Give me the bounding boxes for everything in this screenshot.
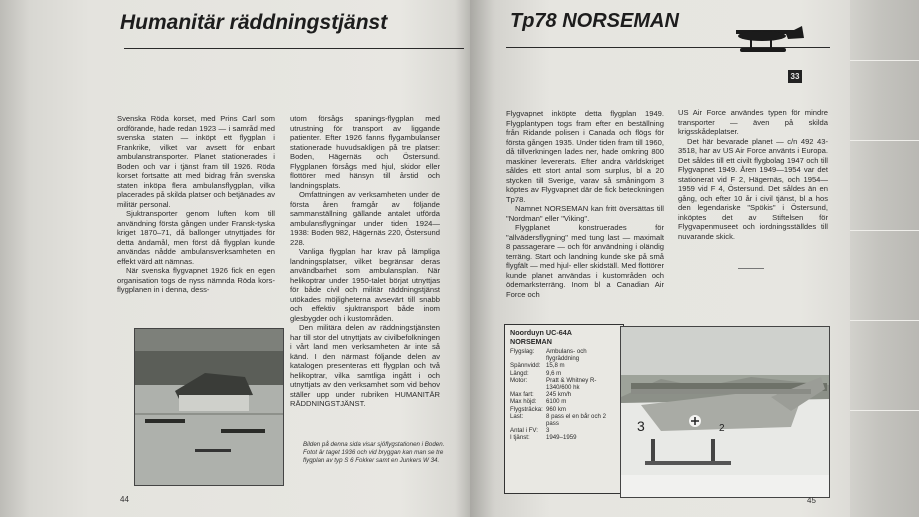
right-col2 bbox=[678, 108, 828, 241]
right-page bbox=[470, 0, 850, 517]
spec-title-type: Noorduyn UC-64A bbox=[510, 328, 572, 337]
paragraph: Det här bevarade planet — c/n 492 43-3518, har av US Air Force använts i Europa. Det såldes till ett civilt flygbolag 1947 och till Flygvapnet 1949. Åren 1949—1954 var det stationerat vid F 2, Hägernäs, och 1954—1959 vid F 4, Östersund. Det såldes än en gång, och efter 10 år i civil tjänst, bl a hos den legendariske "Spökis" i Östersund, inköptes det av Stiftelsen för Flygvapenmuseet och iordningsställdes till nuvarande skick. bbox=[678, 136, 828, 241]
left-page-number: 44 bbox=[120, 495, 129, 504]
seaplane-station-image bbox=[135, 329, 283, 485]
paragraph: Svenska Röda korset, med Prins Carl som ordförande, hade redan 1923 — i samråd med svenska staten — inköpt ett flygplan i Frankrike, vilket var avsett för enbart ambulanstransporter. Planet stationerades i Boden och var i tjänst fram till 1926. Röda korset fortsatte att med bidrag från svenska staten inköpa flera ambulansflygplan, vilka placerades på skilda platser och betjänades av militär personal. bbox=[117, 114, 275, 209]
aircraft-silhouette-icon bbox=[732, 18, 806, 56]
right-page-title: Tp78 NORSEMAN bbox=[510, 10, 679, 32]
paragraph: Flygvapnet inköpte detta flygplan 1949. Flygplantypen togs fram efter en beställning från Ridande polisen i Canada och flögs för första gången 1935. Under tiden fram till 1960, då tillverkningen lades ner, hade omkring 800 maskiner levererats. Efter andra världskriget såldes ett stort antal som surplus, bl a 20 stycken till Sverige, varav så småningom 3 köptes av Flygvapnet där de fick beteckningen Tp78. bbox=[506, 109, 664, 204]
right-page-number: 45 bbox=[807, 496, 816, 505]
seaplane-station-photo bbox=[134, 328, 284, 486]
left-col2 bbox=[290, 114, 440, 409]
spec-value: 1949–1959 bbox=[546, 434, 577, 442]
left-title-rule bbox=[124, 48, 464, 49]
paragraph: Vanliga flygplan har krav på lämpliga landningsplatser, vilket begränsar deras användbarhet som ambulansplan. När helikoptrar under 1950-talet börjat utnyttjas för både civil och militär räddningstjänst utökades möjligheterna avsevärt till snabb och effektiv sjuktransport både inom glesbygder och i kustområden. bbox=[290, 247, 440, 323]
spec-value: 15,8 m bbox=[546, 362, 565, 370]
next-pages-edge bbox=[850, 0, 919, 517]
spec-key: Max fart: bbox=[510, 391, 534, 399]
spec-row bbox=[510, 391, 618, 398]
plane-marking-right: 2 bbox=[719, 423, 725, 434]
left-page-title: Humanitär räddningstjänst bbox=[120, 11, 388, 34]
section-divider bbox=[738, 268, 764, 269]
spec-value: 6100 m bbox=[546, 398, 567, 406]
spec-row bbox=[510, 406, 618, 413]
spec-key: Längd: bbox=[510, 369, 529, 377]
spec-value: 9,6 m bbox=[546, 369, 562, 377]
spec-value: 245 km/h bbox=[546, 391, 572, 399]
norseman-aircraft-image bbox=[621, 327, 829, 497]
spec-key: Last: bbox=[510, 412, 524, 420]
spec-value: Pratt & Whitney R-1340/600 hk bbox=[546, 376, 597, 392]
left-col1 bbox=[117, 114, 275, 295]
spec-key: Spännvidd: bbox=[510, 362, 541, 370]
spec-key: Antal i FV: bbox=[510, 427, 538, 435]
spec-value: 8 pass el en bår och 2 pass bbox=[546, 412, 606, 428]
paragraph: Sjuktransporter genom luften kom till användning första gången under Fransk-tyska kriget 1870–71, då ballonger utnyttjades för detta ändamål, men först då flygplan kunde användas nådde ambulansverksamheten en effekt värd att nämnas. bbox=[117, 209, 275, 266]
spec-key: I tjänst: bbox=[510, 434, 530, 442]
paragraph: Flygplanet konstruerades för "allvädersflygning" med tung last — maximalt 8 passagerare — och för användning i oländig terräng. Start och landning kunde ske på små flygfält — med hjul- eller skidställ. Med flottörer kunde planet användas i kustområden och ödemarksterräng. Inom bl a Canadian Air Force och bbox=[506, 223, 664, 299]
spec-row bbox=[510, 377, 618, 391]
spec-row bbox=[510, 434, 618, 441]
paragraph: US Air Force användes typen för mindre transporter — även på skilda krigsskådeplatser. bbox=[678, 108, 828, 136]
spec-value: Ambulans- och flygräddning bbox=[546, 348, 587, 363]
spec-value: 3 bbox=[546, 427, 550, 435]
paragraph: Omfattningen av verksamheten under de första åren framgår av följande sammanställning gällande antalet utförda ambulansflygningar under tiden 1924—1938: Boden 982, Hägernäs 220, Östersund 228. bbox=[290, 190, 440, 247]
spec-key: Flygslag: bbox=[510, 348, 535, 355]
plane-marking-left: 3 bbox=[637, 418, 645, 434]
spec-row bbox=[510, 427, 618, 434]
spec-row bbox=[510, 413, 618, 427]
catalogue-number-badge: 33 bbox=[788, 70, 802, 83]
spec-box bbox=[504, 324, 624, 494]
photo-caption: Bilden på denna sida visar sjöflygstationen i Boden. Fotot är taget 1936 och vid bryggan kan man se tre flygplan av typ S 6 Fokker samt en Junkers W 34. bbox=[303, 441, 445, 464]
spec-key: Flygsträcka: bbox=[510, 405, 543, 413]
norseman-aircraft-photo bbox=[620, 326, 830, 498]
spec-title-name: NORSEMAN bbox=[510, 336, 552, 346]
paragraph: utom försågs spanings-flygplan med utrustning för transport av liggande patienter. Efter 1926 fanns flygambulanser stationerade huvudsakligen på tre platser: Boden, Hägernäs och Östersund. Flygplanen försågs med hjul, skidor eller flottörer med hänsyn till årstid och landningsplats. bbox=[290, 114, 440, 190]
spec-row bbox=[510, 398, 618, 405]
paragraph: När svenska flygvapnet 1926 fick en egen organisation togs de nyss nämnda Röda kors-flygplanen in i denna, dess- bbox=[117, 266, 275, 294]
spec-value: 960 km bbox=[546, 405, 566, 413]
spec-row bbox=[510, 362, 618, 369]
spec-row bbox=[510, 348, 618, 362]
spec-row bbox=[510, 370, 618, 377]
spec-key: Max höjd: bbox=[510, 398, 537, 406]
paragraph: Namnet NORSEMAN kan fritt översättas till "Nordman" eller "Viking". bbox=[506, 204, 664, 223]
paragraph: Den militära delen av räddningstjänsten har till stor del utnyttjats av civilbefolkningen i vårt land men verksamheten är inte så känd. I den närmast följande delen av katalogen presenteras ett flygplan och två helikoptrar, vilka samtliga ingått i och utnyttjats av den verksamhet som vid behov ställer upp under rubriken HUMANITÄR RÄDDNINGSTJÄNST. bbox=[290, 323, 440, 408]
spec-key: Motor: bbox=[510, 376, 528, 384]
right-col1 bbox=[506, 109, 664, 299]
